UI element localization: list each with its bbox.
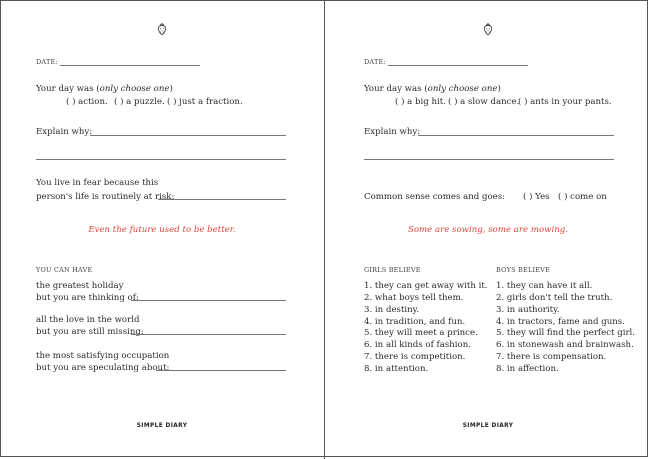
boys-item: 7. there is compensation.: [496, 352, 607, 362]
have-item-1-line2: but you are thinking of:: [36, 293, 139, 303]
boys-item: 3. in authority.: [496, 305, 560, 315]
have-item-1-input-line[interactable]: [131, 300, 286, 301]
left-quote: Even the future used to be better.: [88, 225, 236, 235]
girls-believe-title: GIRLS BELIEVE: [364, 266, 421, 274]
explain-label: Explain why:: [364, 127, 421, 137]
fear-text-line2: person's life is routinely at risk:: [36, 192, 175, 202]
boys-item: 4. in tractors, fame and guns.: [496, 317, 625, 327]
right-quote: Some are sowing, some are mowing.: [407, 225, 569, 235]
girls-item: 7. there is competition.: [364, 352, 466, 362]
have-item-3-line2: but you are speculating about:: [36, 363, 170, 373]
day-option-2[interactable]: ( ) a slow dance.: [448, 97, 520, 107]
explain-label: Explain why:: [36, 127, 93, 137]
day-question: Your day was (only choose one): [36, 84, 173, 94]
have-item-3-input-line[interactable]: [156, 370, 286, 371]
fear-text-line1: You live in fear because this: [36, 178, 159, 188]
have-item-1-line1: the greatest holiday: [36, 281, 124, 291]
boys-item: 1. they can have it all.: [496, 281, 593, 291]
common-sense-label: Common sense comes and goes:: [364, 192, 506, 202]
have-item-3-line1: the most satisfying occupation: [36, 351, 170, 361]
boys-item: 2. girls don't tell the truth.: [496, 293, 613, 303]
explain-input-line-1[interactable]: [90, 135, 286, 136]
have-item-2-input-line[interactable]: [131, 334, 286, 335]
come-on-option[interactable]: ( ) come on: [558, 192, 607, 202]
date-label: DATE:: [36, 58, 58, 66]
right-page: [326, 0, 650, 459]
yes-option[interactable]: ( ) Yes: [523, 192, 550, 202]
date-label: DATE:: [364, 58, 386, 66]
explain-input-line-2[interactable]: [36, 159, 286, 160]
page-divider: [324, 0, 325, 459]
day-option-3[interactable]: ( ) just a fraction.: [167, 97, 243, 107]
boys-item: 6. in stonewash and brainwash.: [496, 340, 634, 350]
girls-item: 6. in all kinds of fashion.: [364, 340, 471, 350]
boys-item: 8. in affection.: [496, 364, 559, 374]
day-option-3[interactable]: ( ) ants in your pants.: [518, 97, 612, 107]
date-input-line[interactable]: [388, 65, 528, 66]
date-input-line[interactable]: [60, 65, 200, 66]
explain-input-line-2[interactable]: [364, 159, 614, 160]
right-footer: SIMPLE DIARY: [462, 423, 514, 429]
left-page: [0, 0, 324, 459]
day-question: Your day was (only choose one): [364, 84, 501, 94]
girls-item: 2. what boys tell them.: [364, 293, 464, 303]
you-can-have-title: YOU CAN HAVE: [36, 266, 93, 274]
girls-item: 3. in destiny.: [364, 305, 420, 315]
boys-item: 5. they will find the perfect girl.: [496, 328, 636, 338]
girls-item: 1. they can get away with it.: [364, 281, 488, 291]
strawberry-icon: [481, 22, 495, 36]
day-option-1[interactable]: ( ) a big hit.: [395, 97, 446, 107]
day-option-2[interactable]: ( ) a puzzle.: [114, 97, 165, 107]
boys-believe-title: BOYS BELIEVE: [496, 266, 551, 274]
girls-item: 5. they will meet a prince.: [364, 328, 478, 338]
explain-input-line-1[interactable]: [418, 135, 614, 136]
girls-item: 4. in tradition, and fun.: [364, 317, 466, 327]
have-item-2-line1: all the love in the world: [36, 315, 140, 325]
fear-input-line[interactable]: [158, 199, 286, 200]
day-option-1[interactable]: ( ) action.: [66, 97, 108, 107]
have-item-2-line2: but you are still missing:: [36, 327, 144, 337]
strawberry-icon: [155, 22, 169, 36]
left-footer: SIMPLE DIARY: [136, 423, 188, 429]
girls-item: 8. in attention.: [364, 364, 429, 374]
